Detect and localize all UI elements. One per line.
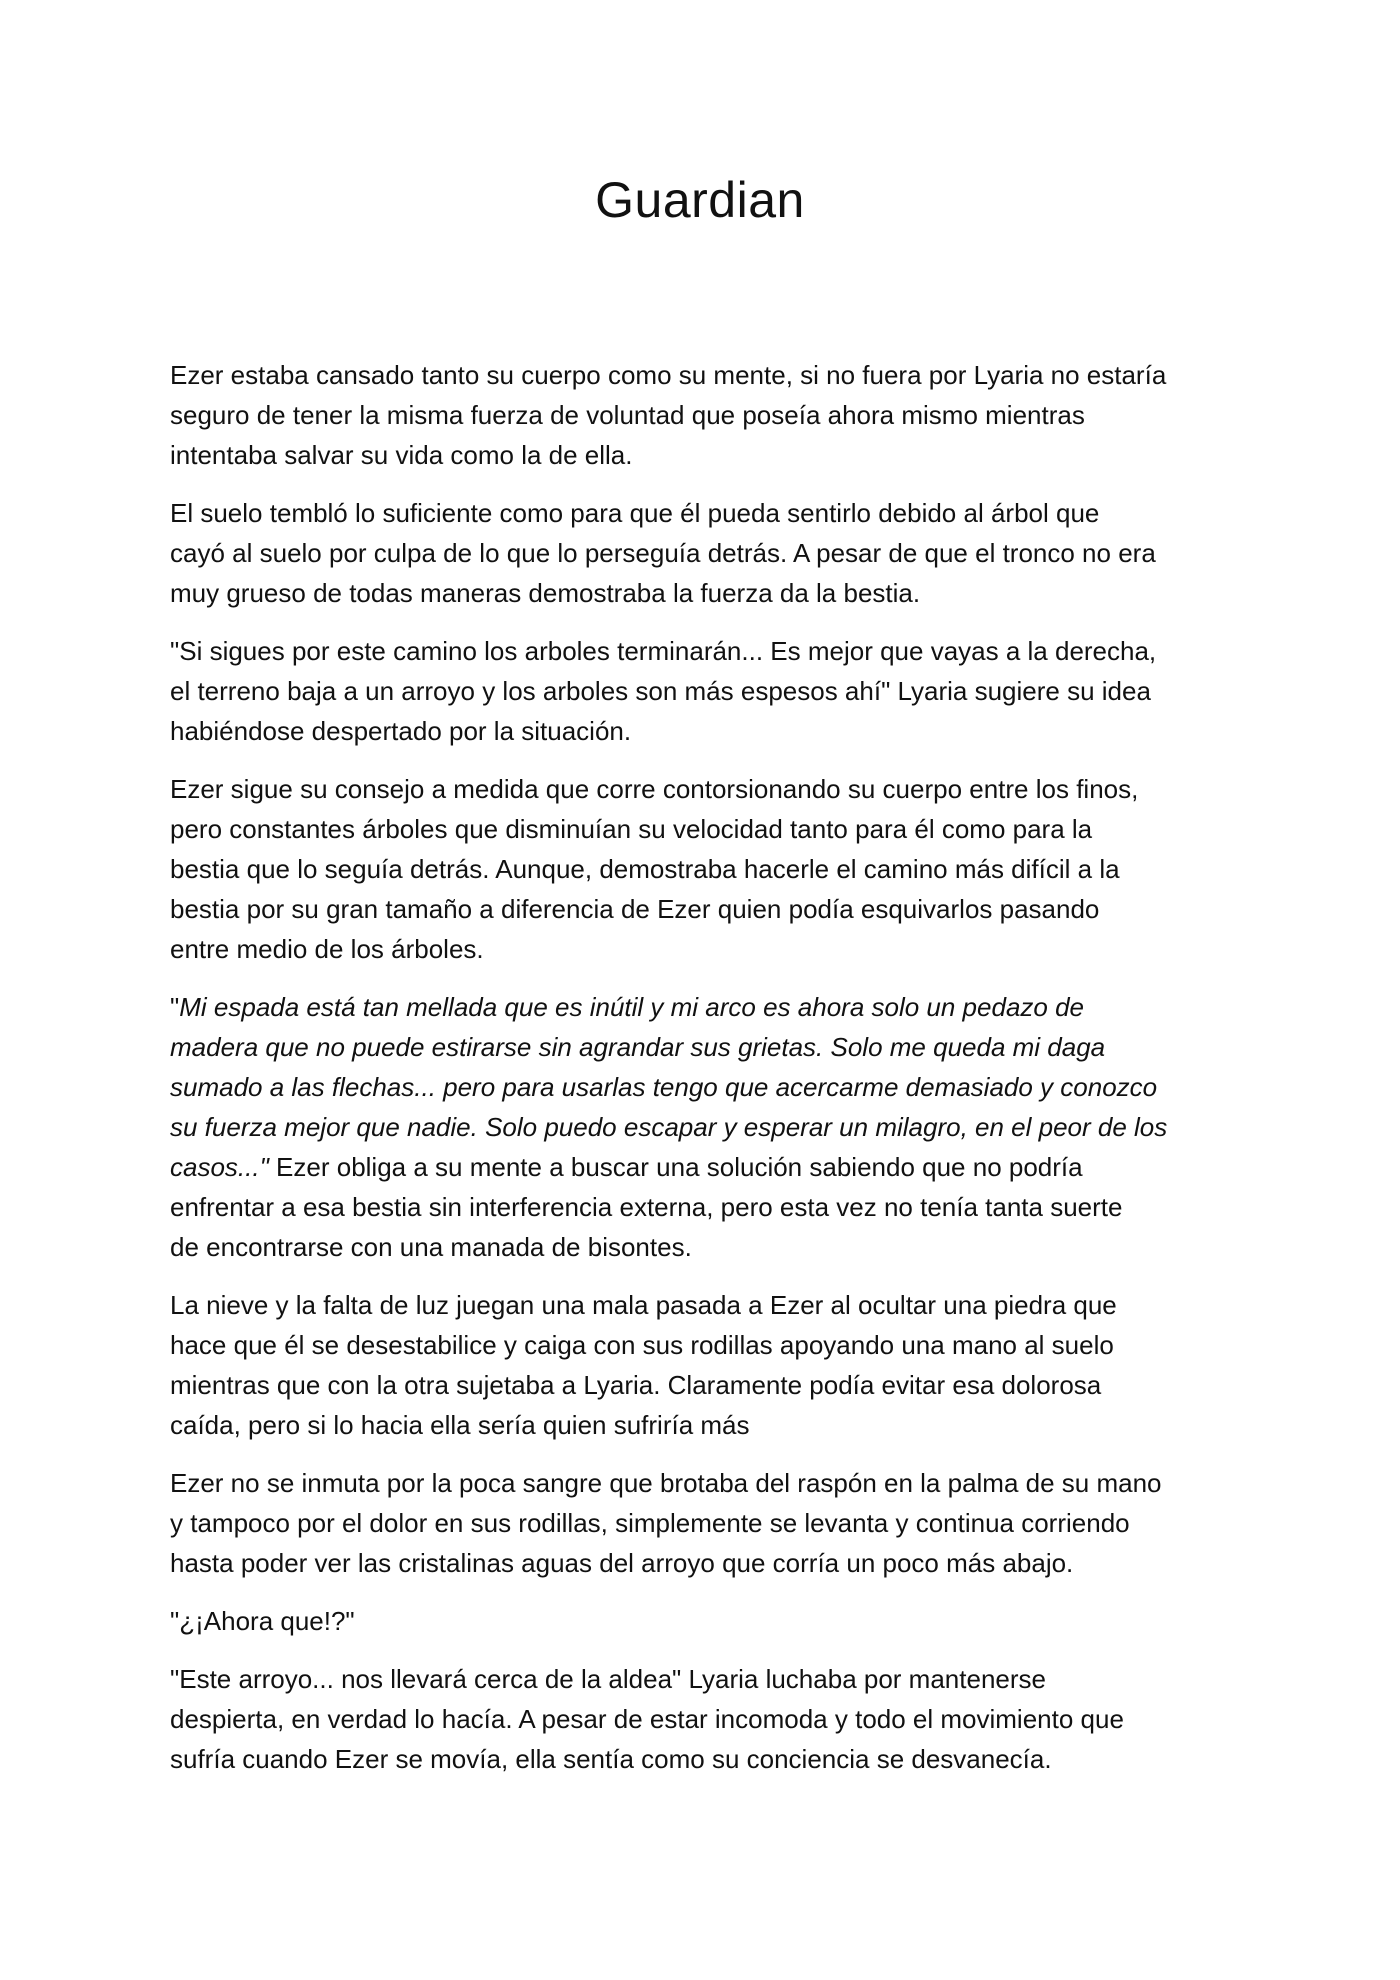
text-line: muy grueso de todas maneras demostraba la fuerza da la bestia. [170, 578, 921, 608]
text-line: habiéndose despertado por la situación. [170, 716, 632, 746]
paragraph [170, 1601, 1240, 1641]
italic-text-run: Mi espada está tan mellada que es inútil y mi arco es ahora solo un pedazo de [179, 992, 1085, 1022]
document-body [170, 355, 1240, 1797]
italic-text-run: madera que no puede estirarse sin agrandar sus grietas. Solo me queda mi daga [170, 1032, 1106, 1062]
text-line: Ezer estaba cansado tanto su cuerpo como su mente, si no fuera por Lyaria no estaría [170, 360, 1167, 390]
text-line: bestia que lo seguía detrás. Aunque, demostraba hacerle el camino más difícil a la [170, 854, 1120, 884]
text-line: entre medio de los árboles. [170, 934, 484, 964]
text-line: despierta, en verdad lo hacía. A pesar de estar incomoda y todo el movimiento que [170, 1704, 1124, 1734]
text-line: "¿¡Ahora que!?" [170, 1606, 355, 1636]
text-line: "Este arroyo... nos llevará cerca de la aldea" Lyaria luchaba por mantenerse [170, 1664, 1046, 1694]
text-line: sufría cuando Ezer se movía, ella sentía como su conciencia se desvanecía. [170, 1744, 1052, 1774]
italic-text-run: casos..." [170, 1152, 269, 1182]
italic-text-run: su fuerza mejor que nadie. Solo puedo escapar y esperar un milagro, en el peor de los [170, 1112, 1168, 1142]
text-line: Ezer no se inmuta por la poca sangre que brotaba del raspón en la palma de su mano [170, 1468, 1162, 1498]
text-run: Ezer obliga a su mente a buscar una solución sabiendo que no podría [268, 1152, 1083, 1182]
paragraph [170, 1463, 1240, 1583]
text-line: de encontrarse con una manada de bisontes. [170, 1232, 692, 1262]
italic-text-run: sumado a las flechas... pero para usarlas tengo que acercarme demasiado y conozco [170, 1072, 1158, 1102]
text-line: seguro de tener la misma fuerza de voluntad que poseía ahora mismo mientras [170, 400, 1085, 430]
text-line [170, 1027, 1240, 1067]
paragraph [170, 987, 1240, 1267]
text-line: hace que él se desestabilice y caiga con sus rodillas apoyando una mano al suelo [170, 1330, 1114, 1360]
text-line: bestia por su gran tamaño a diferencia de Ezer quien podía esquivarlos pasando [170, 894, 1100, 924]
text-line: y tampoco por el dolor en sus rodillas, simplemente se levanta y continua corriendo [170, 1508, 1130, 1538]
document-title: Guardian [595, 172, 805, 228]
text-run: " [170, 992, 180, 1022]
text-line: caída, pero si lo hacia ella sería quien sufriría más [170, 1410, 750, 1440]
text-line: cayó al suelo por culpa de lo que lo perseguía detrás. A pesar de que el tronco no era [170, 538, 1156, 568]
text-line: "Si sigues por este camino los arboles terminarán... Es mejor que vayas a la derecha, [170, 636, 1157, 666]
text-line [170, 1107, 1240, 1147]
text-line: Ezer sigue su consejo a medida que corre contorsionando su cuerpo entre los finos, [170, 774, 1139, 804]
paragraph [170, 631, 1240, 751]
text-line: el terreno baja a un arroyo y los arboles son más espesos ahí" Lyaria sugiere su idea [170, 676, 1151, 706]
text-line: hasta poder ver las cristalinas aguas del arroyo que corría un poco más abajo. [170, 1548, 1074, 1578]
text-line: intentaba salvar su vida como la de ella. [170, 440, 633, 470]
paragraph [170, 355, 1240, 475]
text-line: La nieve y la falta de luz juegan una mala pasada a Ezer al ocultar una piedra que [170, 1290, 1117, 1320]
text-line [170, 987, 1240, 1027]
text-line [170, 1147, 1240, 1187]
paragraph [170, 1659, 1240, 1779]
paragraph [170, 493, 1240, 613]
text-line: El suelo tembló lo suficiente como para que él pueda sentirlo debido al árbol que [170, 498, 1100, 528]
text-line: pero constantes árboles que disminuían su velocidad tanto para él como para la [170, 814, 1093, 844]
text-line: enfrentar a esa bestia sin interferencia externa, pero esta vez no tenía tanta suerte [170, 1192, 1123, 1222]
paragraph [170, 769, 1240, 969]
paragraph [170, 1285, 1240, 1445]
text-line [170, 1067, 1240, 1107]
text-line: mientras que con la otra sujetaba a Lyaria. Claramente podía evitar esa dolorosa [170, 1370, 1102, 1400]
